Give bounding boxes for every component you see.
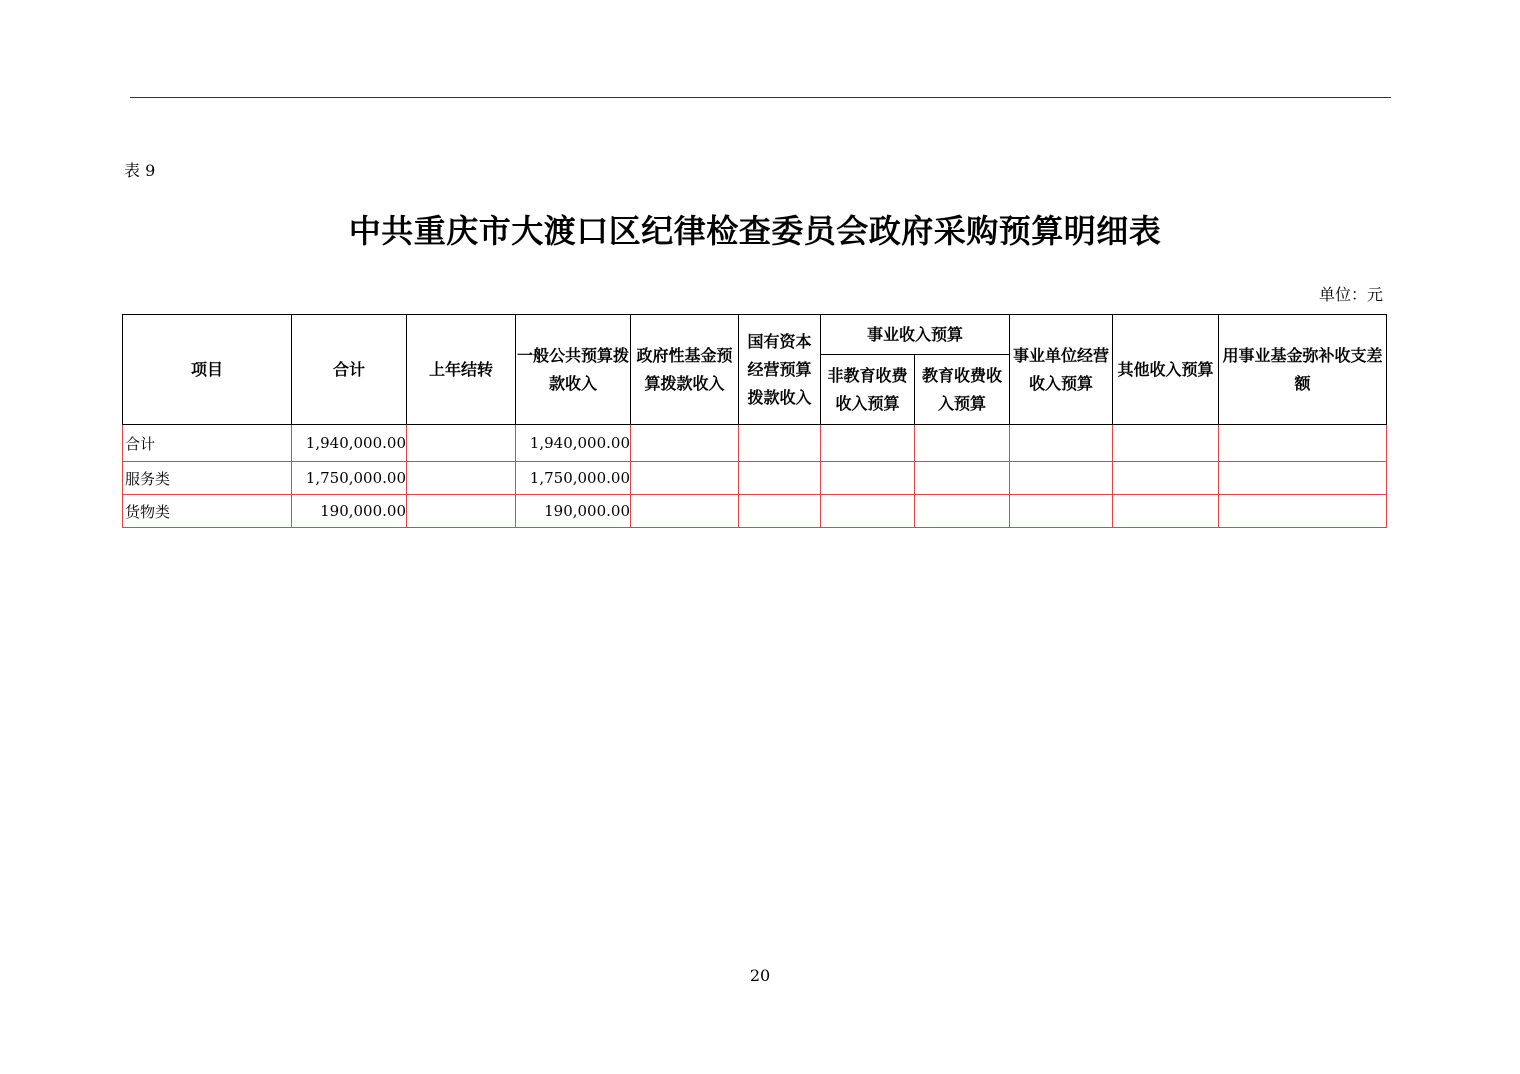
header-fund-offset: 用事业基金弥补收支差额 [1219, 315, 1387, 425]
row-edu-fee [915, 462, 1010, 495]
row-unit-operating [1010, 495, 1113, 528]
page-title: 中共重庆市大渡口区纪律检查委员会政府采购预算明细表 [348, 212, 1162, 250]
row-other-income [1113, 462, 1219, 495]
row-state-capital [739, 495, 821, 528]
row-name: 货物类 [123, 495, 292, 528]
row-fund-offset [1219, 495, 1387, 528]
row-fund-offset [1219, 425, 1387, 462]
header-total: 合计 [292, 315, 407, 425]
header-other-income: 其他收入预算 [1113, 315, 1219, 425]
row-carryover [407, 495, 516, 528]
header-edu-fee: 教育收费收入预算 [915, 355, 1010, 425]
row-other-income [1113, 425, 1219, 462]
row-gov-fund [631, 425, 739, 462]
row-carryover [407, 425, 516, 462]
row-non-edu-fee [821, 425, 915, 462]
table-row [123, 462, 1387, 495]
row-gov-fund [631, 462, 739, 495]
header-carryover: 上年结转 [407, 315, 516, 425]
unit-label: 单位：元 [1318, 285, 1383, 304]
header-non-edu-fee: 非教育收费收入预算 [821, 355, 915, 425]
row-general-public: 1,940,000.00 [516, 425, 631, 462]
page-number: 20 [749, 966, 771, 985]
row-gov-fund [631, 495, 739, 528]
table-row [123, 495, 1387, 528]
header-general-public: 一般公共预算拨款收入 [516, 315, 631, 425]
row-fund-offset [1219, 462, 1387, 495]
row-unit-operating [1010, 425, 1113, 462]
row-edu-fee [915, 495, 1010, 528]
row-other-income [1113, 495, 1219, 528]
row-general-public: 190,000.00 [516, 495, 631, 528]
row-name: 合计 [123, 425, 292, 462]
procurement-budget-table [122, 314, 1387, 528]
header-business-income: 事业收入预算 [821, 315, 1010, 355]
row-non-edu-fee [821, 495, 915, 528]
row-state-capital [739, 462, 821, 495]
row-total: 190,000.00 [292, 495, 407, 528]
header-gov-fund: 政府性基金预算拨款收入 [631, 315, 739, 425]
row-carryover [407, 462, 516, 495]
row-state-capital [739, 425, 821, 462]
table-row [123, 425, 1387, 462]
row-non-edu-fee [821, 462, 915, 495]
table-label: 表 9 [124, 161, 156, 180]
header-state-capital: 国有资本经营预算拨款收入 [739, 315, 821, 425]
row-total: 1,750,000.00 [292, 462, 407, 495]
header-item: 项目 [123, 315, 292, 425]
row-general-public: 1,750,000.00 [516, 462, 631, 495]
header-unit-operating: 事业单位经营收入预算 [1010, 315, 1113, 425]
header-rule [130, 97, 1391, 98]
row-edu-fee [915, 425, 1010, 462]
row-unit-operating [1010, 462, 1113, 495]
row-name: 服务类 [123, 462, 292, 495]
row-total: 1,940,000.00 [292, 425, 407, 462]
